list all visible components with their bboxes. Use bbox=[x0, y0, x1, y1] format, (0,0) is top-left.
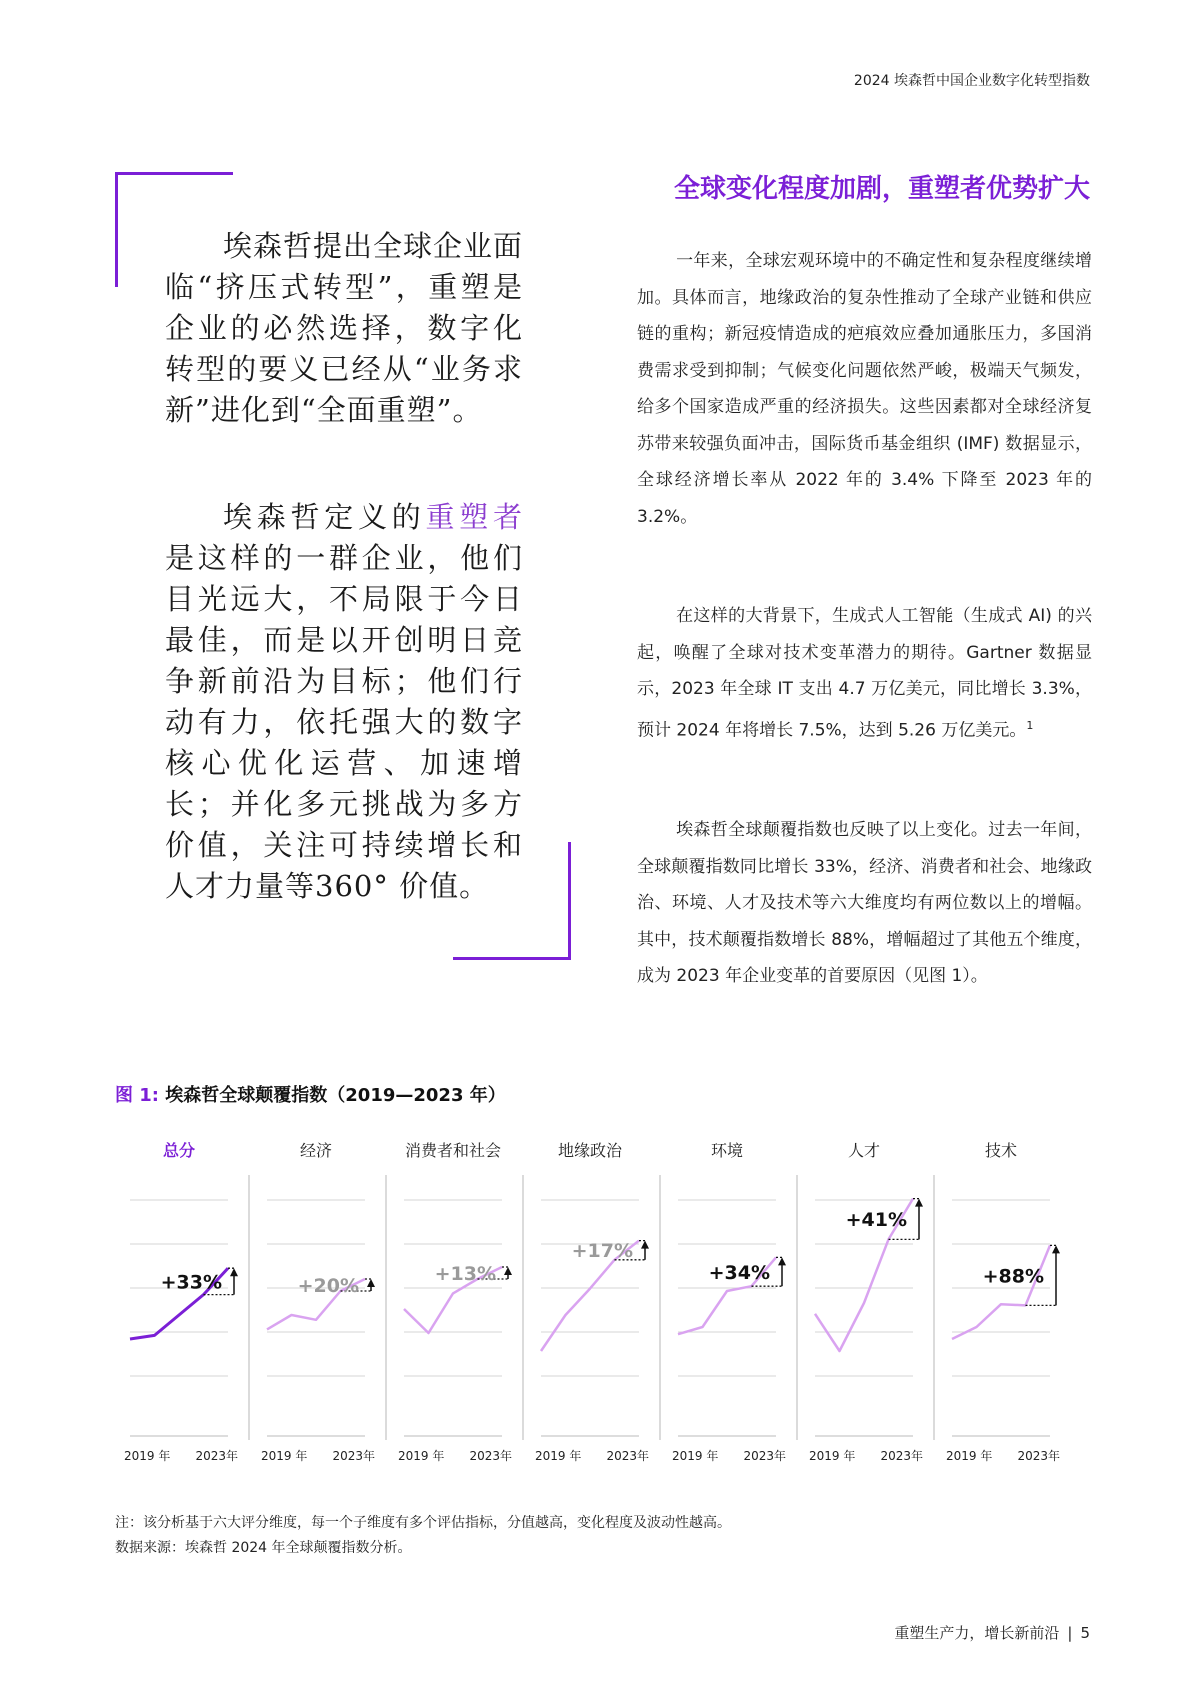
panel-title-1: 经济 bbox=[299, 1141, 333, 1160]
body-paragraph-2-text: 在这样的大背景下，生成式人工智能（生成式 AI) 的兴起，唤醒了全球对技术变革潜力的期待。Gartner 数据显示，2023 年全球 IT 支出 4.7 万亿美元，同比增长 3.3%，预计 2024 年将增长 7.5%，达到 5.26 万亿美元。 bbox=[637, 606, 1092, 741]
change-arrow-head-1 bbox=[367, 1279, 375, 1287]
change-arrow-head-0 bbox=[230, 1268, 238, 1276]
disruption-index-chart bbox=[110, 1130, 1090, 1480]
footnote-marker: 1 bbox=[1026, 718, 1034, 732]
pull-quote-suffix: 是这样的一群企业，他们目光远大，不局限于今日最佳，而是以开创明日竞争新前沿为目标；他们行动有力，依托强大的数字核心优化运营、加速增长；并化多元挑战为多方价值，关注可持续增长和人才力量等360° 价值。 bbox=[165, 541, 523, 903]
x-tick-start-5: 2019 年 bbox=[809, 1449, 856, 1463]
panel-title-5: 人才 bbox=[847, 1141, 881, 1160]
footer-text: 重塑生产力，增长新前沿 bbox=[894, 1624, 1060, 1642]
figure-title-text: 埃森哲全球颠覆指数（2019—2023 年） bbox=[165, 1085, 506, 1106]
change-arrow-head-6 bbox=[1052, 1245, 1060, 1253]
x-tick-end-5: 2023年 bbox=[880, 1449, 923, 1463]
x-tick-start-2: 2019 年 bbox=[398, 1449, 445, 1463]
change-arrow-head-2 bbox=[504, 1267, 512, 1275]
panel-title-2: 消费者和社会 bbox=[404, 1141, 502, 1160]
change-arrow-head-5 bbox=[915, 1199, 923, 1207]
panel-title-0: 总分 bbox=[162, 1141, 196, 1160]
x-tick-start-4: 2019 年 bbox=[672, 1449, 719, 1463]
pull-quote-prefix: 埃森哲定义的 bbox=[223, 500, 426, 534]
panel-title-3: 地缘政治 bbox=[557, 1141, 623, 1160]
series-line-6 bbox=[952, 1245, 1050, 1339]
change-arrow-head-4 bbox=[778, 1257, 786, 1265]
section-title: 全球变化程度加剧，重塑者优势扩大 bbox=[673, 174, 1090, 204]
report-header: 2024 埃森哲中国企业数字化转型指数 bbox=[853, 73, 1090, 89]
reinventor-highlight: 重塑者 bbox=[425, 500, 523, 534]
change-arrow-head-3 bbox=[641, 1241, 649, 1249]
quote-bracket-bottom-right bbox=[453, 842, 571, 960]
change-label-6: +88% bbox=[982, 1265, 1044, 1288]
x-tick-start-6: 2019 年 bbox=[946, 1449, 993, 1463]
change-label-5: +41% bbox=[845, 1209, 907, 1231]
footer-separator: | bbox=[1067, 1624, 1073, 1642]
x-tick-end-6: 2023年 bbox=[1017, 1449, 1060, 1463]
page-number: 5 bbox=[1080, 1624, 1090, 1642]
x-tick-start-3: 2019 年 bbox=[535, 1449, 582, 1463]
body-paragraph-1: 一年来，全球宏观环境中的不确定性和复杂程度继续增加。具体而言，地缘政治的复杂性推动了全球产业链和供应链的重构；新冠疫情造成的疤痕效应叠加通胀压力，多国消费需求受到抑制；气候变化问题依然严峻，极端天气频发，给多个国家造成严重的经济损失。这些因素都对全球经济复苏带来较强负面冲击，国际货币基金组织 (IMF) 数据显示，全球经济增长率从 2022 年的 3.4% 下降至 2023 年的 3.2%。 bbox=[637, 251, 1092, 527]
x-tick-end-4: 2023年 bbox=[743, 1449, 786, 1463]
change-label-0: +33% bbox=[160, 1271, 222, 1294]
figure-title bbox=[115, 1081, 506, 1107]
figure-note: 注：该分析基于六大评分维度，每一个子维度有多个评估指标，分值越高，变化程度及波动性越高。 bbox=[115, 1515, 731, 1531]
panel-title-6: 技术 bbox=[984, 1141, 1018, 1160]
change-label-2: +13% bbox=[434, 1263, 496, 1285]
x-tick-end-0: 2023年 bbox=[195, 1449, 238, 1463]
x-tick-end-2: 2023年 bbox=[469, 1449, 512, 1463]
data-source: 数据来源：埃森哲 2024 年全球颠覆指数分析。 bbox=[115, 1540, 412, 1556]
x-tick-start-1: 2019 年 bbox=[261, 1449, 308, 1463]
change-label-4: +34% bbox=[708, 1261, 770, 1284]
page-footer bbox=[894, 1622, 1090, 1643]
body-paragraph-3: 埃森哲全球颠覆指数也反映了以上变化。过去一年间，全球颠覆指数同比增长 33%，经济、消费者和社会、地缘政治、环境、人才及技术等六大维度均有两位数以上的增幅。其中，技术颠覆指数增长 88%，增幅超过了其他五个维度，成为 2023 年企业变革的首要原因（见图 1）。 bbox=[637, 820, 1092, 986]
body-paragraph-2 bbox=[637, 598, 1092, 749]
panel-title-4: 环境 bbox=[710, 1141, 744, 1160]
x-tick-end-3: 2023年 bbox=[606, 1449, 649, 1463]
change-label-3: +17% bbox=[571, 1240, 633, 1263]
figure-number: 图 1: bbox=[115, 1085, 159, 1106]
change-label-1: +20% bbox=[297, 1275, 359, 1297]
x-tick-end-1: 2023年 bbox=[332, 1449, 375, 1463]
x-tick-start-0: 2019 年 bbox=[124, 1449, 171, 1463]
pull-quote-para-1: 埃森哲提出全球企业面临“挤压式转型”，重塑是企业的必然选择，数字化转型的要义已经从“业务求新”进化到“全面重塑”。 bbox=[165, 229, 524, 427]
